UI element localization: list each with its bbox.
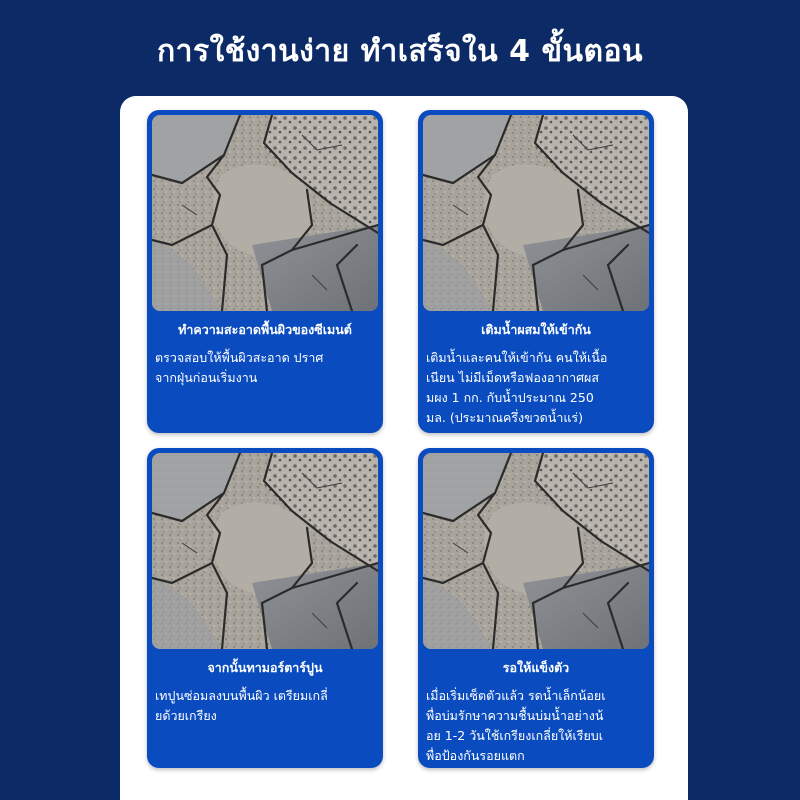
step-heading: จากนั้นทามอร์ตาร์ปูน [207,660,323,675]
step-card [147,448,383,768]
step-description: ตรวจสอบให้พื้นผิวสะอาด ปราศ จากฝุ่นก่อนเริ่มงาน [155,350,324,385]
step-description: เทปูนซ่อมลงบนพื้นผิว เตรียมเกลี่ ยด้วยเกรียง [155,688,328,723]
cracked-concrete-photo [152,115,378,311]
step-heading: รอให้แข็งตัว [502,660,570,675]
step-description: เติมน้ำและคนให้เข้ากัน คนให้เนื้อ เนียน ไม่มีเม็ดหรือฟองอากาศผส มผง 1 กก. กับน้ำประมาณ 250 มล. (ประมาณครึ่งขวดน้ำแร่) [426,350,608,425]
step-card [418,110,654,433]
step-heading: เติมน้ำผสมให้เข้ากัน [481,322,591,337]
page-title: การใช้งานง่าย ทำเสร็จใน 4 ขั้นตอน [157,34,643,69]
cracked-concrete-photo [423,115,649,311]
cracked-concrete-photo [423,453,649,649]
step-description: เมื่อเริ่มเซ็ตตัวแล้ว รดน้ำเล็กน้อยเ พื่อบ่มรักษาความชื้นบ่มน้ำอย่างน้ อย 1-2 วันใช้เกรียงเกลี่ยให้เรียบเ พื่อป้องกันรอยแตก [426,688,606,763]
step-card [418,448,654,768]
step-card [147,110,383,433]
step-heading: ทำความสะอาดพื้นผิวของซีเมนต์ [178,322,352,337]
cracked-concrete-photo [152,453,378,649]
